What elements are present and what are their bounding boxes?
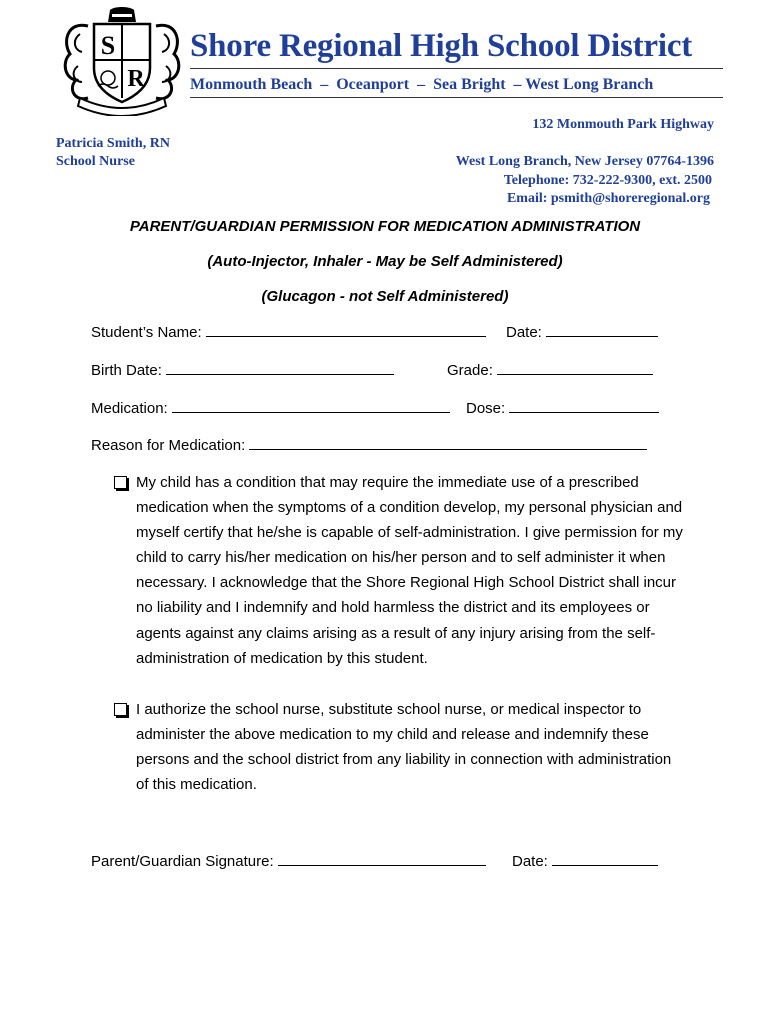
signature-field[interactable] (91, 851, 486, 870)
signature-date-field[interactable] (512, 851, 658, 870)
date-label: Date: (506, 324, 542, 341)
telephone: Telephone: 732-222-9300, ext. 2500 (503, 173, 712, 188)
dose-label: Dose: (466, 400, 506, 417)
medication-line[interactable] (172, 398, 450, 413)
grade-line[interactable] (497, 360, 653, 375)
statement-self-administer-text: My child has a condition that may require the immediate use of a prescribed medication when the symptoms of a condition develop, my personal physician and myself certify that he/she is capable of self-administration. I give permission for my child to carry his/her medication on his/her person and to self administer it when necessary. I acknowledge that the Shore Regional High School District shall incur no liability and I indemnify and hold harmless the district and its employees or agents against any claims arising as a result of any injury arising from the self-administration of medication by this student. (136, 474, 683, 667)
header-rule-top (190, 68, 723, 69)
self-administer-checkbox[interactable] (114, 476, 127, 489)
nurse-title: School Nurse (56, 154, 135, 169)
form-title: PARENT/GUARDIAN PERMISSION FOR MEDICATION ADMINISTRATION (129, 218, 641, 235)
signature-line[interactable] (278, 851, 486, 866)
birth-date-line[interactable] (166, 360, 394, 375)
crest-monogram-r: R (127, 66, 145, 92)
header-rule-bottom (190, 97, 723, 98)
medication-label: Medication: (91, 400, 168, 417)
date-field[interactable] (506, 322, 658, 341)
signature-date-label: Date: (512, 853, 548, 870)
birth-date-field[interactable] (91, 360, 394, 379)
address-street: 132 Monmouth Park Highway (532, 117, 714, 132)
dose-line[interactable] (509, 398, 659, 413)
statement-authorize-nurse-text: I authorize the school nurse, substitute school nurse, or medical inspector to administer the above medication to my child and release and indemnify these persons and the school district from any liability in connection with administration of this medication. (136, 701, 672, 794)
crest-monogram-s: S (100, 31, 116, 60)
address-city: West Long Branch, New Jersey 07764-1396 (455, 154, 714, 169)
authorize-nurse-checkbox[interactable] (114, 703, 127, 716)
district-crest-logo (58, 6, 186, 116)
grade-field[interactable] (447, 360, 653, 379)
student-name-label: Student’s Name: (91, 324, 202, 341)
form-subtitle-glucagon: (Glucagon - not Self Administered) (261, 288, 509, 305)
signature-label: Parent/Guardian Signature: (91, 853, 274, 870)
form-subtitle-injector: (Auto-Injector, Inhaler - May be Self Administered) (207, 253, 563, 270)
student-name-field[interactable] (91, 322, 486, 341)
statement-authorize-nurse (114, 697, 684, 797)
reason-label: Reason for Medication: (91, 437, 246, 454)
district-towns: Monmouth Beach – Oceanport – Sea Bright – West Long Branch (190, 76, 654, 93)
nurse-name: Patricia Smith, RN (56, 136, 170, 151)
student-name-line[interactable] (206, 322, 486, 337)
district-name: Shore Regional High School District (190, 28, 693, 64)
dose-field[interactable] (466, 398, 659, 417)
reason-field[interactable] (91, 435, 647, 454)
birth-date-label: Birth Date: (91, 362, 162, 379)
statement-self-administer (114, 470, 684, 671)
grade-label: Grade: (447, 362, 493, 379)
medication-field[interactable] (91, 398, 450, 417)
date-line[interactable] (546, 322, 658, 337)
reason-line[interactable] (249, 435, 647, 450)
email: Email: psmith@shoreregional.org (506, 191, 710, 206)
signature-date-line[interactable] (552, 851, 658, 866)
